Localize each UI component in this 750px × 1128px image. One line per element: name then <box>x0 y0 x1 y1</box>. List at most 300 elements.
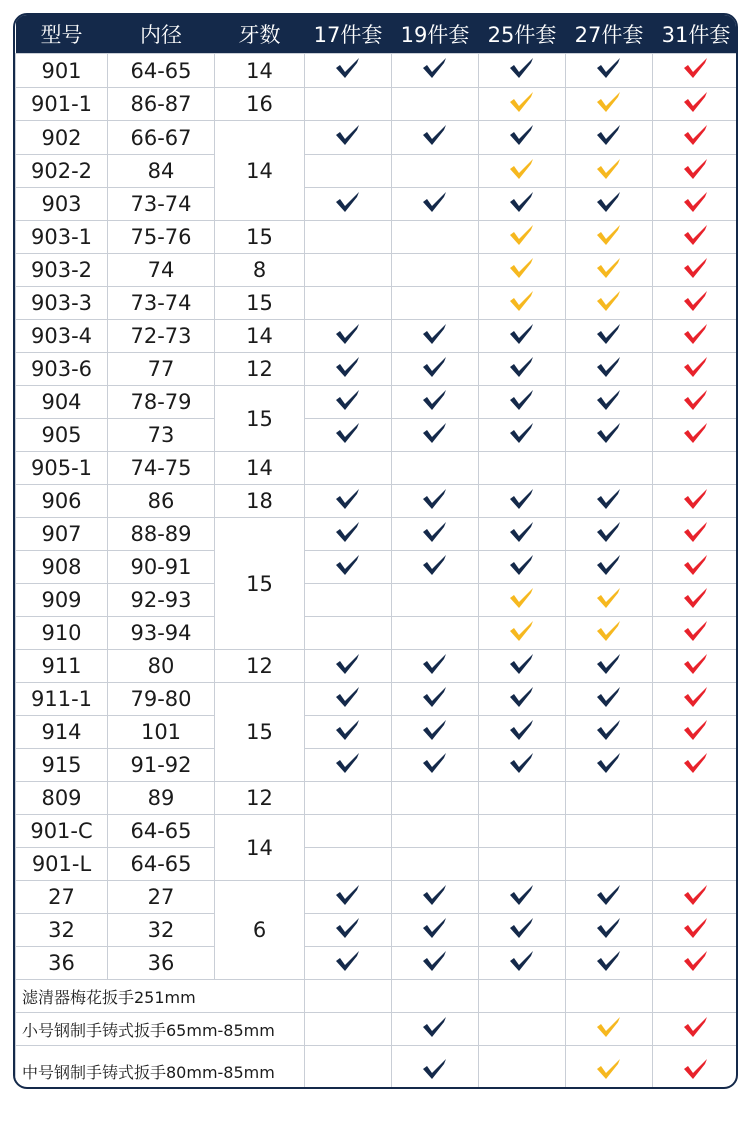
checkmark-icon <box>509 884 535 911</box>
set-cell <box>653 782 739 815</box>
checkmark-icon <box>596 521 622 548</box>
checkmark-icon <box>509 224 535 251</box>
checkmark-icon <box>422 323 448 350</box>
set-cell <box>566 485 653 518</box>
set-cell <box>653 947 739 980</box>
teeth-cell: 12 <box>215 353 305 386</box>
checkmark-icon <box>683 224 709 251</box>
spec-table-frame <box>13 13 738 1089</box>
table-body <box>16 54 739 1090</box>
table-row <box>16 617 739 650</box>
checkmark-icon <box>596 752 622 779</box>
checkmark-icon <box>422 917 448 944</box>
checkmark-icon <box>509 290 535 317</box>
set-cell <box>479 881 566 914</box>
set-cell <box>305 551 392 584</box>
table-row <box>16 88 739 121</box>
bore-cell: 78-79 <box>108 386 215 419</box>
checkmark-icon <box>683 620 709 647</box>
checkmark-icon <box>683 686 709 713</box>
set-cell <box>566 551 653 584</box>
table-row <box>16 254 739 287</box>
set-cell <box>305 221 392 254</box>
set-cell <box>653 254 739 287</box>
set-cell <box>392 617 479 650</box>
set-cell <box>653 419 739 452</box>
checkmark-icon <box>335 884 361 911</box>
table-row <box>16 551 739 584</box>
table-row <box>16 1046 739 1090</box>
tool-name-cell: 小号钢制手铸式扳手65mm-85mm <box>16 1013 305 1046</box>
set-cell <box>479 617 566 650</box>
set-cell <box>392 320 479 353</box>
col-header-set-17: 17件套 <box>305 15 392 54</box>
model-cell: 906 <box>16 485 108 518</box>
set-cell <box>479 815 566 848</box>
set-cell <box>392 386 479 419</box>
set-cell <box>392 947 479 980</box>
checkmark-icon <box>683 1016 709 1043</box>
checkmark-icon <box>596 422 622 449</box>
col-header-teeth: 牙数 <box>215 15 305 54</box>
set-cell <box>566 617 653 650</box>
set-cell <box>479 386 566 419</box>
col-header-set-19: 19件套 <box>392 15 479 54</box>
checkmark-icon <box>509 91 535 118</box>
set-cell <box>479 287 566 320</box>
set-cell <box>653 287 739 320</box>
model-cell: 32 <box>16 914 108 947</box>
set-cell <box>566 254 653 287</box>
set-cell <box>653 88 739 121</box>
set-cell <box>479 485 566 518</box>
model-cell: 907 <box>16 518 108 551</box>
checkmark-icon <box>335 917 361 944</box>
set-cell <box>305 617 392 650</box>
checkmark-icon <box>596 1016 622 1043</box>
checkmark-icon <box>683 488 709 515</box>
model-cell: 903-4 <box>16 320 108 353</box>
set-cell <box>305 121 392 155</box>
set-cell <box>392 749 479 782</box>
checkmark-icon <box>596 719 622 746</box>
set-cell <box>566 716 653 749</box>
set-cell <box>305 650 392 683</box>
set-cell <box>392 518 479 551</box>
model-cell: 910 <box>16 617 108 650</box>
checkmark-icon <box>596 257 622 284</box>
bore-cell: 74-75 <box>108 452 215 485</box>
set-cell <box>305 1013 392 1046</box>
checkmark-icon <box>422 686 448 713</box>
bore-cell: 90-91 <box>108 551 215 584</box>
checkmark-icon <box>422 884 448 911</box>
checkmark-icon <box>683 290 709 317</box>
set-cell <box>392 881 479 914</box>
set-cell <box>479 782 566 815</box>
set-cell <box>305 287 392 320</box>
table-row <box>16 749 739 782</box>
set-cell <box>653 584 739 617</box>
table-row <box>16 650 739 683</box>
teeth-cell: 14 <box>215 54 305 88</box>
bore-cell: 75-76 <box>108 221 215 254</box>
col-header-bore: 内径 <box>108 15 215 54</box>
checkmark-icon <box>683 554 709 581</box>
set-cell <box>566 353 653 386</box>
checkmark-icon <box>335 719 361 746</box>
checkmark-icon <box>422 554 448 581</box>
set-cell <box>305 782 392 815</box>
set-cell <box>653 617 739 650</box>
set-cell <box>305 155 392 188</box>
checkmark-icon <box>422 752 448 779</box>
checkmark-icon <box>509 620 535 647</box>
checkmark-icon <box>596 290 622 317</box>
set-cell <box>566 815 653 848</box>
set-cell <box>566 54 653 88</box>
set-cell <box>566 848 653 881</box>
teeth-cell: 14 <box>215 320 305 353</box>
checkmark-icon <box>683 191 709 218</box>
set-cell <box>653 188 739 221</box>
set-cell <box>653 1046 739 1090</box>
set-cell <box>653 551 739 584</box>
model-cell: 903 <box>16 188 108 221</box>
checkmark-icon <box>509 124 535 151</box>
set-cell <box>566 584 653 617</box>
checkmark-icon <box>596 389 622 416</box>
set-cell <box>305 353 392 386</box>
bore-cell: 88-89 <box>108 518 215 551</box>
checkmark-icon <box>335 422 361 449</box>
model-cell: 914 <box>16 716 108 749</box>
set-cell <box>392 254 479 287</box>
set-cell <box>566 188 653 221</box>
table-row <box>16 815 739 848</box>
bore-cell: 91-92 <box>108 749 215 782</box>
checkmark-icon <box>683 422 709 449</box>
set-cell <box>392 716 479 749</box>
checkmark-icon <box>422 389 448 416</box>
checkmark-icon <box>596 554 622 581</box>
model-cell: 905-1 <box>16 452 108 485</box>
model-cell: 901-L <box>16 848 108 881</box>
table-row <box>16 188 739 221</box>
checkmark-icon <box>683 91 709 118</box>
checkmark-icon <box>596 124 622 151</box>
set-cell <box>392 815 479 848</box>
set-cell <box>305 683 392 716</box>
checkmark-icon <box>509 323 535 350</box>
set-cell <box>392 88 479 121</box>
checkmark-icon <box>683 124 709 151</box>
set-cell <box>653 650 739 683</box>
checkmark-icon <box>683 57 709 84</box>
set-cell <box>566 749 653 782</box>
model-cell: 915 <box>16 749 108 782</box>
table-row <box>16 121 739 155</box>
checkmark-icon <box>683 884 709 911</box>
checkmark-icon <box>509 57 535 84</box>
checkmark-icon <box>509 950 535 977</box>
set-cell <box>392 485 479 518</box>
set-cell <box>392 980 479 1013</box>
col-header-set-25: 25件套 <box>479 15 566 54</box>
teeth-cell: 8 <box>215 254 305 287</box>
set-cell <box>479 419 566 452</box>
set-cell <box>305 54 392 88</box>
set-cell <box>392 221 479 254</box>
set-cell <box>653 221 739 254</box>
set-cell <box>392 782 479 815</box>
checkmark-icon <box>422 521 448 548</box>
checkmark-icon <box>509 719 535 746</box>
bore-cell: 84 <box>108 155 215 188</box>
set-cell <box>653 848 739 881</box>
checkmark-icon <box>422 356 448 383</box>
checkmark-icon <box>683 719 709 746</box>
table-row <box>16 155 739 188</box>
checkmark-icon <box>422 422 448 449</box>
set-cell <box>479 551 566 584</box>
checkmark-icon <box>509 191 535 218</box>
table-row <box>16 782 739 815</box>
checkmark-icon <box>509 158 535 185</box>
checkmark-icon <box>683 1058 709 1085</box>
set-cell <box>305 584 392 617</box>
checkmark-icon <box>683 356 709 383</box>
set-cell <box>479 650 566 683</box>
set-cell <box>305 848 392 881</box>
set-cell <box>566 1013 653 1046</box>
set-cell <box>479 716 566 749</box>
set-cell <box>392 419 479 452</box>
checkmark-icon <box>509 521 535 548</box>
teeth-cell: 16 <box>215 88 305 121</box>
table-row <box>16 848 739 881</box>
bore-cell: 36 <box>108 947 215 980</box>
set-cell <box>566 320 653 353</box>
model-cell: 911-1 <box>16 683 108 716</box>
set-cell <box>479 749 566 782</box>
table-row <box>16 419 739 452</box>
teeth-cell: 14 <box>215 452 305 485</box>
checkmark-icon <box>596 587 622 614</box>
set-cell <box>653 716 739 749</box>
checkmark-icon <box>335 521 361 548</box>
checkmark-icon <box>509 257 535 284</box>
set-cell <box>305 980 392 1013</box>
checkmark-icon <box>422 124 448 151</box>
checkmark-icon <box>422 191 448 218</box>
checkmark-icon <box>509 752 535 779</box>
set-cell <box>479 188 566 221</box>
set-cell <box>653 485 739 518</box>
model-cell: 902 <box>16 121 108 155</box>
teeth-cell: 15 <box>215 287 305 320</box>
model-cell: 901 <box>16 54 108 88</box>
set-cell <box>479 683 566 716</box>
checkmark-icon <box>596 950 622 977</box>
bore-cell: 66-67 <box>108 121 215 155</box>
model-cell: 901-1 <box>16 88 108 121</box>
bore-cell: 32 <box>108 914 215 947</box>
set-cell <box>479 452 566 485</box>
bore-cell: 74 <box>108 254 215 287</box>
set-cell <box>392 287 479 320</box>
table-row <box>16 54 739 88</box>
checkmark-icon <box>683 653 709 680</box>
checkmark-icon <box>509 587 535 614</box>
bore-cell: 64-65 <box>108 54 215 88</box>
table-row <box>16 881 739 914</box>
set-cell <box>305 320 392 353</box>
set-cell <box>566 914 653 947</box>
set-cell <box>479 980 566 1013</box>
set-cell <box>392 353 479 386</box>
set-cell <box>305 254 392 287</box>
checkmark-icon <box>683 389 709 416</box>
set-cell <box>305 452 392 485</box>
checkmark-icon <box>509 554 535 581</box>
checkmark-icon <box>683 323 709 350</box>
set-cell <box>479 518 566 551</box>
set-cell <box>653 155 739 188</box>
table-row <box>16 1013 739 1046</box>
model-cell: 904 <box>16 386 108 419</box>
set-cell <box>305 914 392 947</box>
bore-cell: 73-74 <box>108 287 215 320</box>
checkmark-icon <box>683 950 709 977</box>
checkmark-icon <box>596 620 622 647</box>
set-cell <box>305 815 392 848</box>
set-cell <box>305 881 392 914</box>
checkmark-icon <box>509 488 535 515</box>
checkmark-icon <box>335 653 361 680</box>
teeth-cell: 18 <box>215 485 305 518</box>
set-cell <box>392 155 479 188</box>
bore-cell: 72-73 <box>108 320 215 353</box>
set-cell <box>392 54 479 88</box>
bore-cell: 77 <box>108 353 215 386</box>
set-cell <box>392 551 479 584</box>
set-cell <box>392 188 479 221</box>
table-row <box>16 518 739 551</box>
set-cell <box>392 584 479 617</box>
set-cell <box>305 485 392 518</box>
checkmark-icon <box>596 917 622 944</box>
set-cell <box>566 1046 653 1090</box>
set-cell <box>479 221 566 254</box>
model-cell: 909 <box>16 584 108 617</box>
checkmark-icon <box>335 554 361 581</box>
set-cell <box>653 1013 739 1046</box>
header-row <box>16 15 739 54</box>
set-cell <box>305 749 392 782</box>
checkmark-icon <box>596 191 622 218</box>
set-cell <box>653 815 739 848</box>
set-cell <box>566 881 653 914</box>
set-cell <box>566 121 653 155</box>
checkmark-icon <box>509 917 535 944</box>
checkmark-icon <box>335 686 361 713</box>
table-row <box>16 485 739 518</box>
set-cell <box>392 914 479 947</box>
checkmark-icon <box>683 752 709 779</box>
checkmark-icon <box>422 488 448 515</box>
teeth-cell: 15 <box>215 518 305 650</box>
teeth-cell: 15 <box>215 683 305 782</box>
bore-cell: 86-87 <box>108 88 215 121</box>
set-cell <box>479 848 566 881</box>
set-cell <box>566 221 653 254</box>
set-cell <box>392 650 479 683</box>
bore-cell: 64-65 <box>108 815 215 848</box>
checkmark-icon <box>335 389 361 416</box>
teeth-cell: 15 <box>215 386 305 452</box>
set-cell <box>653 881 739 914</box>
set-cell <box>305 518 392 551</box>
checkmark-icon <box>335 488 361 515</box>
model-cell: 903-3 <box>16 287 108 320</box>
set-cell <box>479 914 566 947</box>
set-cell <box>653 518 739 551</box>
checkmark-icon <box>683 521 709 548</box>
set-cell <box>479 155 566 188</box>
model-cell: 902-2 <box>16 155 108 188</box>
table-row <box>16 221 739 254</box>
model-cell: 903-2 <box>16 254 108 287</box>
tool-name-cell: 中号钢制手铸式扳手80mm-85mm <box>16 1046 305 1090</box>
table-row <box>16 386 739 419</box>
model-cell: 903-1 <box>16 221 108 254</box>
model-cell: 908 <box>16 551 108 584</box>
spec-table <box>15 15 738 1089</box>
checkmark-icon <box>335 950 361 977</box>
checkmark-icon <box>422 719 448 746</box>
bore-cell: 89 <box>108 782 215 815</box>
set-cell <box>392 452 479 485</box>
checkmark-icon <box>335 124 361 151</box>
teeth-cell: 12 <box>215 782 305 815</box>
set-cell <box>392 683 479 716</box>
set-cell <box>479 584 566 617</box>
checkmark-icon <box>422 950 448 977</box>
set-cell <box>392 121 479 155</box>
table-row <box>16 287 739 320</box>
bore-cell: 80 <box>108 650 215 683</box>
set-cell <box>566 287 653 320</box>
table-row <box>16 914 739 947</box>
checkmark-icon <box>422 1016 448 1043</box>
set-cell <box>566 782 653 815</box>
set-cell <box>392 1046 479 1090</box>
model-cell: 911 <box>16 650 108 683</box>
table-row <box>16 452 739 485</box>
checkmark-icon <box>596 1058 622 1085</box>
checkmark-icon <box>683 158 709 185</box>
bore-cell: 73-74 <box>108 188 215 221</box>
set-cell <box>305 1046 392 1090</box>
teeth-cell: 14 <box>215 121 305 221</box>
set-cell <box>392 1013 479 1046</box>
bore-cell: 73 <box>108 419 215 452</box>
table-row <box>16 584 739 617</box>
checkmark-icon <box>509 422 535 449</box>
set-cell <box>479 947 566 980</box>
set-cell <box>566 419 653 452</box>
